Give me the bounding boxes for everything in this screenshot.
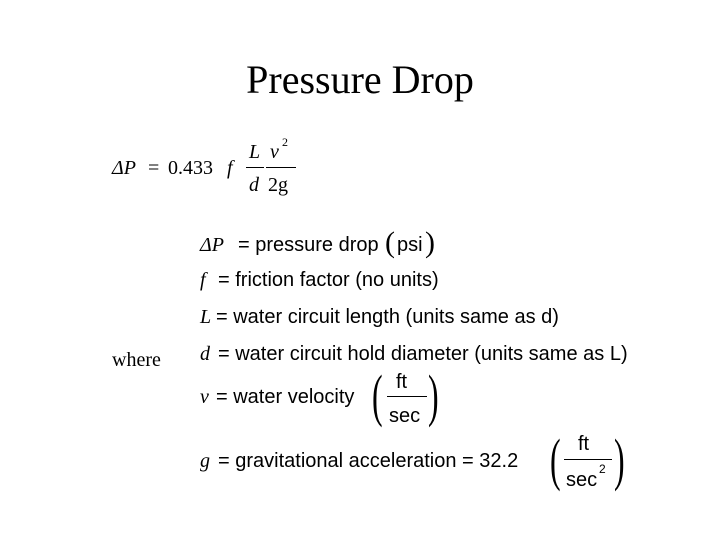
left-paren: ( xyxy=(385,226,395,259)
right-paren: ) xyxy=(614,427,625,492)
unit-denominator: sec xyxy=(566,469,598,491)
fraction-l-numerator: L xyxy=(249,141,261,163)
fraction-v-exponent: 2 xyxy=(282,135,288,149)
definition-text: = pressure drop xyxy=(238,234,379,256)
equation-friction-symbol: f xyxy=(227,157,233,179)
definition-text: = gravitational acceleration = 32.2 xyxy=(218,450,519,472)
definition-symbol: ΔP xyxy=(200,234,224,256)
definition-symbol: v xyxy=(200,386,209,408)
left-paren: ( xyxy=(372,363,383,428)
unit-numerator: ft xyxy=(396,371,408,393)
definition-symbol: g xyxy=(200,450,210,472)
definition-text: = water velocity xyxy=(216,386,355,408)
page-title: Pressure Drop xyxy=(246,57,474,102)
equation-lhs: ΔP xyxy=(112,157,136,179)
right-paren: ) xyxy=(428,363,439,428)
unit-fraction-bar xyxy=(564,459,612,460)
left-paren: ( xyxy=(550,427,561,492)
definition-symbol: d xyxy=(200,343,210,365)
fraction-l-bar xyxy=(246,167,264,168)
definition-unit: psi xyxy=(397,234,423,256)
definition-text: = water circuit length (units same as d) xyxy=(216,306,559,328)
fraction-d-denominator: d xyxy=(249,174,259,196)
equation-equals: = xyxy=(148,157,160,179)
unit-denominator-exponent: 2 xyxy=(599,462,606,476)
definition-text: = friction factor (no units) xyxy=(218,269,439,291)
definition-text: = water circuit hold diameter (units same as L) xyxy=(218,343,628,365)
where-label: where xyxy=(112,349,161,371)
fraction-v-numerator: v xyxy=(270,141,279,163)
equation-coefficient: 0.433 xyxy=(168,157,213,179)
definition-symbol: L xyxy=(200,306,212,328)
unit-fraction-bar xyxy=(387,396,427,397)
definition-symbol: f xyxy=(200,269,206,291)
unit-denominator: sec xyxy=(389,405,421,427)
unit-numerator: ft xyxy=(578,433,590,455)
fraction-v-bar xyxy=(266,167,296,168)
right-paren: ) xyxy=(425,226,435,259)
fraction-2g-denominator: 2g xyxy=(268,174,288,196)
